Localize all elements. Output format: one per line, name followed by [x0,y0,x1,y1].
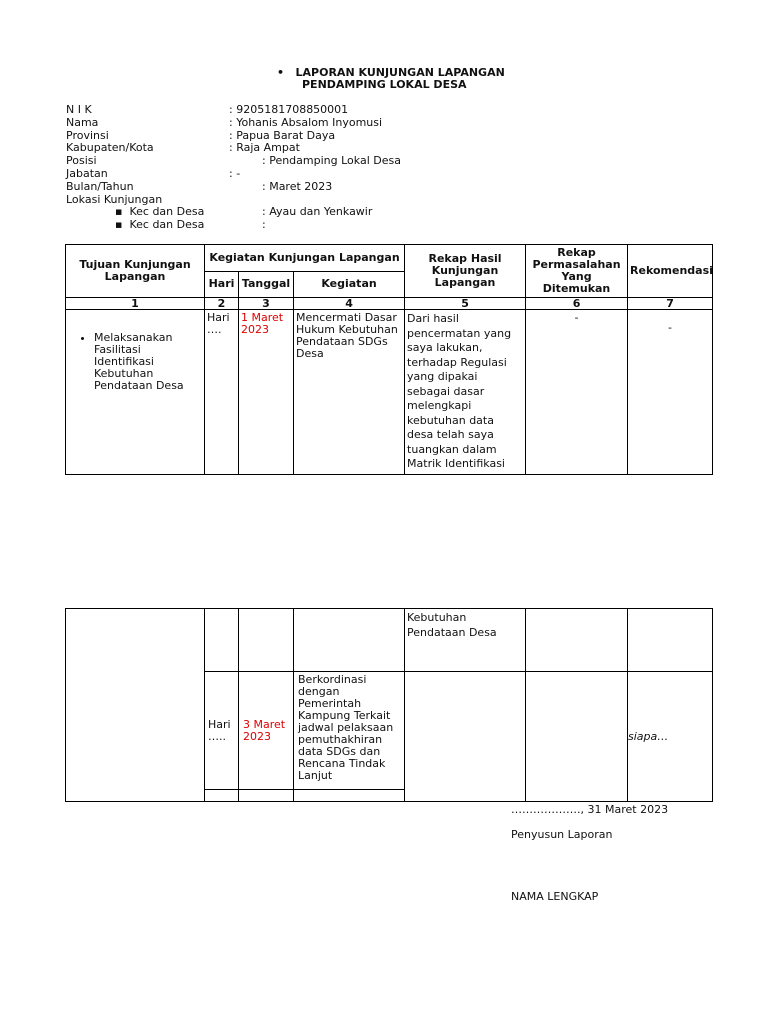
rekomendasi-cell: - [628,310,713,475]
kegiatan-cell: Berkordinasi dengan Pemerintah Kampung Terkait jadwal pelaksaan pemuthakhiran data SDGs dan Rencana Tindak Lanjut [294,672,405,790]
jabatan-value: : - [229,167,241,180]
rekap-masalah-cell: - [526,310,628,475]
rekomendasi-cell [628,609,713,672]
tanggal-cell: 1 Maret 2023 [239,310,294,475]
table-row [66,609,713,672]
header-rekomendasi: Rekomendasi [628,245,713,298]
rekomendasi-cell: siapa… [628,672,713,802]
col-number: 1 [66,298,205,310]
hari-cell [205,609,239,672]
provinsi-value: : Papua Barat Daya [229,129,336,142]
tujuan-cell [66,609,205,802]
title-line2: PENDAMPING LOKAL DESA [302,78,467,91]
hari-cell: Hari ….. [205,672,239,790]
bullet-icon: ▪ [115,218,123,231]
kabupaten-value: : Raja Ampat [229,141,300,154]
nik-label: N I K [66,103,92,116]
table-row [66,310,713,475]
kec2-value: : [262,218,266,231]
header-rekap-masalah: Rekap Permasalahan Yang Ditemukan [526,245,628,298]
header-hari: Hari [205,271,239,298]
nik-value: : 9205181708850001 [229,103,349,116]
col-number: 3 [239,298,294,310]
col-number: 2 [205,298,239,310]
bullet-icon: ▪ [115,205,123,218]
kabupaten-label: Kabupaten/Kota [66,141,154,154]
kec2-label: ▪ Kec dan Desa [115,218,205,231]
header-tanggal: Tanggal [239,271,294,298]
kegiatan-cell [294,790,405,802]
title-line1: LAPORAN KUNJUNGAN LAPANGAN [295,66,505,79]
header-kegiatan: Kegiatan [294,271,405,298]
provinsi-label: Provinsi [66,129,109,142]
col-number: 6 [526,298,628,310]
bulan-value: : Maret 2023 [262,180,333,193]
nama-value: : Yohanis Absalom Inyomusi [229,116,383,129]
nama-label: Nama [66,116,99,129]
rekap-masalah-cell [526,672,628,802]
lokasi-label: Lokasi Kunjungan [66,193,163,206]
hari-cell: Hari …. [205,310,239,475]
kegiatan-cell [294,609,405,672]
tanggal-cell: 3 Maret 2023 [239,672,294,790]
jabatan-label: Jabatan [66,167,108,180]
kunjungan-table-continued [65,608,713,802]
signature-name: NAMA LENGKAP [511,890,599,903]
signature-role: Penyusun Laporan [511,828,613,841]
posisi-label: Posisi [66,154,97,167]
header-rekap-hasil: Rekap Hasil Kunjungan Lapangan [405,245,526,298]
rekap-hasil-cell [405,672,526,802]
rekap-hasil-cell: Kebutuhan Pendataan Desa [405,609,526,672]
hari-cell [205,790,239,802]
col-number: 7 [628,298,713,310]
kec1-value: : Ayau dan Yenkawir [262,205,373,218]
header-tujuan: Tujuan Kunjungan Lapangan [66,245,205,298]
rekap-masalah-cell [526,609,628,672]
bullet-icon: • [277,66,285,79]
rekap-hasil-cell: Dari hasil pencermatan yang saya lakukan, terhadap Regulasi yang dipakai sebagai dasar melengkapi kebutuhan data desa telah saya tuangkan dalam Matrik Identifikasi [405,310,526,475]
signature-date: ………………., 31 Maret 2023 [511,803,669,816]
kunjungan-table [65,244,713,475]
tanggal-cell [239,609,294,672]
tanggal-cell [239,790,294,802]
kec1-label: ▪ Kec dan Desa [115,205,205,218]
col-number: 4 [294,298,405,310]
tujuan-cell [66,310,205,475]
kegiatan-cell: Mencermati Dasar Hukum Kebutuhan Pendataan SDGs Desa [294,310,405,475]
posisi-value: : Pendamping Lokal Desa [262,154,401,167]
col-number: 5 [405,298,526,310]
header-kegiatan-group: Kegiatan Kunjungan Lapangan [205,245,405,272]
tujuan-item: • Melaksanakan Fasilitasi Identifikasi Kebutuhan Pendataan Desa [94,332,202,392]
bulan-label: Bulan/Tahun [66,180,134,193]
